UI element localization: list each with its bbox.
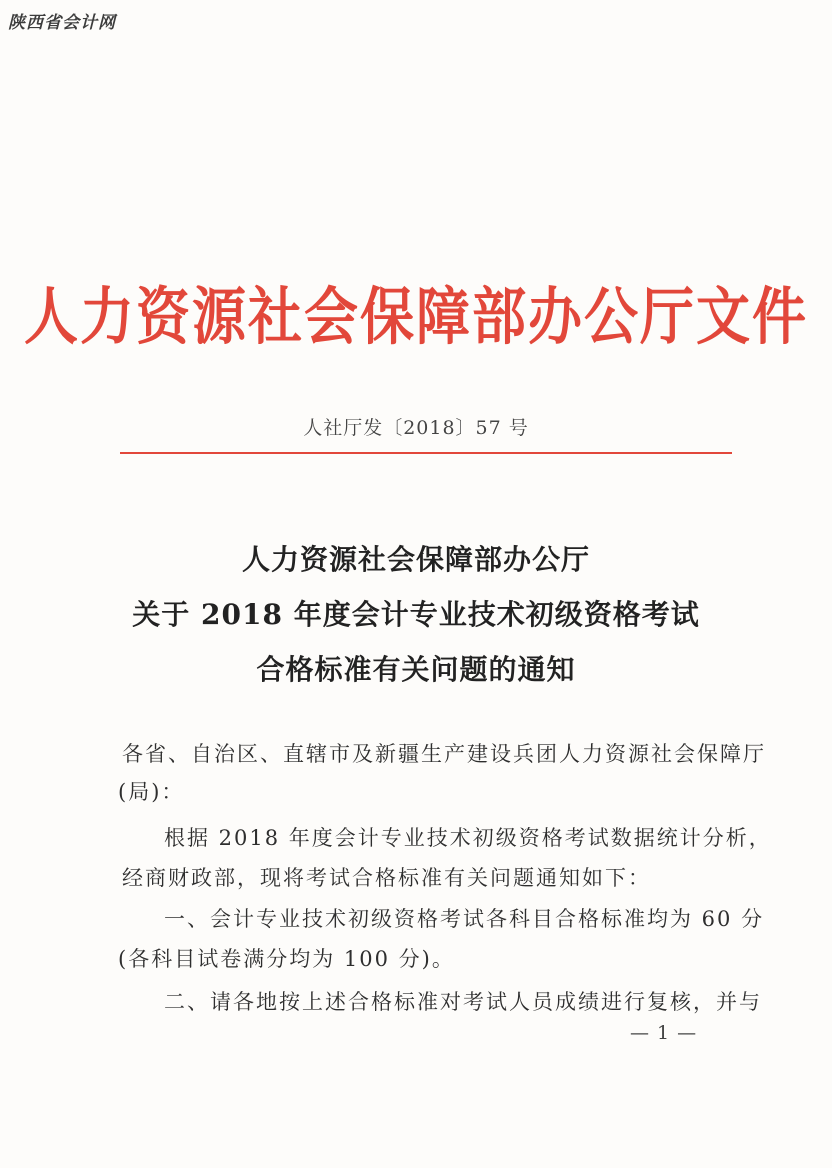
page-number: — 1 — (630, 1022, 698, 1044)
body-line-item-1a: 一、会计专业技术初级资格考试各科目合格标准均为 60 分 (164, 907, 765, 931)
site-watermark: 陕西省会计网 (8, 13, 116, 33)
body-line-item-2a: 二、请各地按上述合格标准对考试人员成绩进行复核，并与 (164, 990, 762, 1014)
body-line-item-1b: (各科目试卷满分均为 100 分)。 (118, 947, 455, 971)
body-line-addressee-cont: (局)： (118, 780, 185, 804)
body-line-paragraph-1b: 经商财政部，现将考试合格标准有关问题通知如下： (122, 866, 651, 890)
document-number: 人社厅发〔2018〕57 号 (303, 417, 529, 439)
notice-title-line-2: 关于 2018 年度会计专业技术初级资格考试 (132, 598, 700, 631)
red-divider-line (120, 452, 732, 454)
document-header-title: 人力资源社会保障部办公厅文件 (24, 280, 808, 354)
notice-title-line-1: 人力资源社会保障部办公厅 (241, 543, 590, 576)
notice-title-line-3: 合格标准有关问题的通知 (256, 653, 576, 686)
body-line-addressee: 各省、自治区、直辖市及新疆生产建设兵团人力资源社会保障厅 (122, 742, 766, 766)
body-line-paragraph-1a: 根据 2018 年度会计专业技术初级资格考试数据统计分析， (164, 826, 772, 850)
